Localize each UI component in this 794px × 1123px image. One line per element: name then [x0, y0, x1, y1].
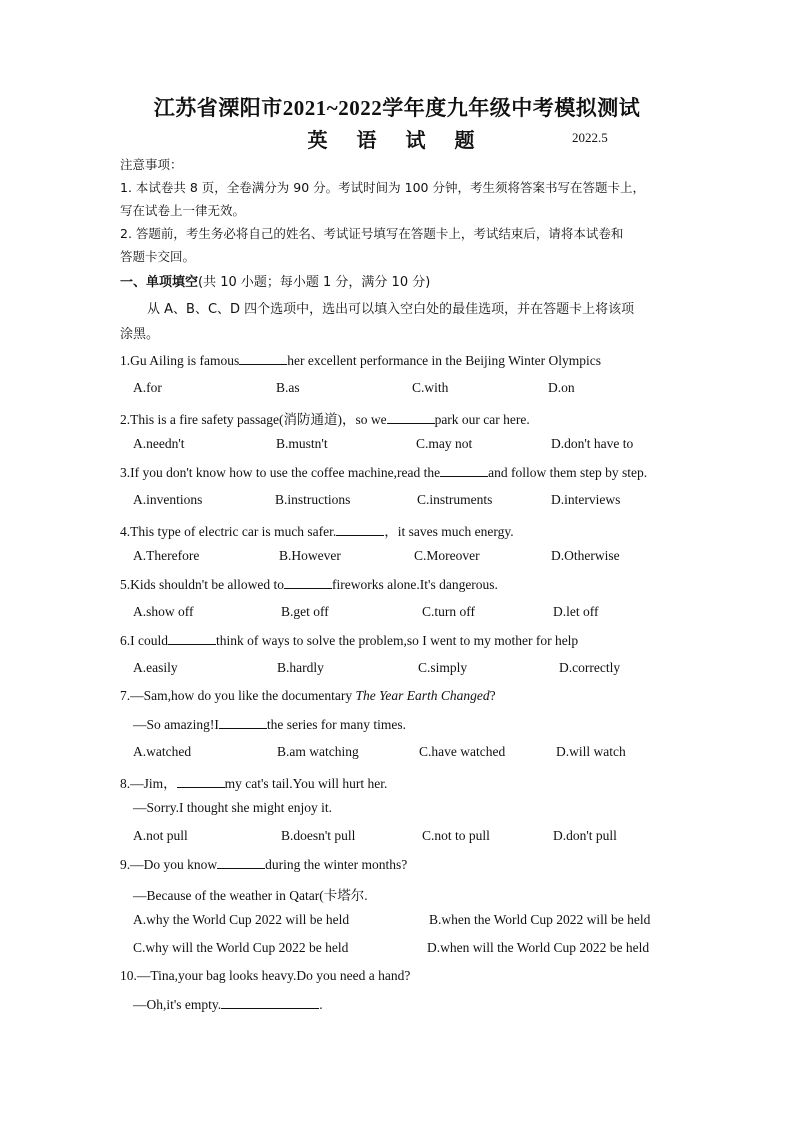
option-a: A.watched — [133, 744, 192, 759]
option-d: D.don't have to — [551, 436, 634, 451]
notes-line: 1. 本试卷共 8 页，全卷满分为 90 分。考试时间为 100 分钟，考生须将答案书写在答题卡上， — [120, 180, 645, 195]
option-d: D.when will the World Cup 2022 be held — [427, 940, 650, 955]
option-c: C.simply — [418, 660, 468, 675]
answer-blank — [221, 996, 319, 1009]
section-heading — [120, 271, 430, 290]
option-d: D.don't pull — [553, 828, 617, 843]
option-a: A.needn't — [133, 436, 185, 451]
answer-blank — [284, 576, 332, 589]
option-c: C.not to pull — [422, 828, 490, 843]
question-9: 9.—Do you know during the winter months? — [120, 857, 408, 872]
option-c: C.Moreover — [414, 548, 480, 563]
notes-heading: 注意事项： — [120, 157, 183, 172]
option-c: C.may not — [416, 436, 473, 451]
section-title: 一、单项填空 — [120, 275, 199, 290]
option-b: B.mustn't — [276, 436, 328, 451]
section-intro: 从 A、B、C、D 四个选项中，选出可以填入空白处的最佳选项，并在答题卡上将该项 — [147, 302, 635, 317]
question-7-reply: —So amazing!I the series for many times. — [133, 717, 406, 732]
question-6: 6.I could think of ways to solve the problem,so I went to my mother for help — [120, 633, 579, 648]
question-1: 1.Gu Ailing is famous her excellent performance in the Beijing Winter Olympics — [120, 353, 601, 368]
notes-line: 答题卡交回。 — [120, 249, 196, 264]
option-c: C.have watched — [419, 744, 506, 759]
question-2: 2.This is a fire safety passage(消防通道)，so we park our car here. — [120, 412, 530, 427]
question-4: 4.This type of electric car is much safer. ，it saves much energy. — [120, 524, 514, 539]
option-b: B.However — [279, 548, 341, 563]
option-d: D.Otherwise — [551, 548, 620, 563]
answer-blank — [336, 523, 384, 536]
option-d: D.on — [548, 380, 575, 395]
option-d: D.interviews — [551, 492, 621, 507]
option-a: A.inventions — [133, 492, 203, 507]
answer-blank — [219, 716, 267, 729]
option-b: B.instructions — [275, 492, 351, 507]
question-7: 7.—Sam,how do you like the documentary The Year Earth Changed? — [120, 688, 496, 703]
option-a: A.show off — [133, 604, 194, 619]
option-a: A.easily — [133, 660, 178, 675]
question-5: 5.Kids shouldn't be allowed to fireworks alone.It's dangerous. — [120, 577, 498, 592]
option-a: A.for — [133, 380, 162, 395]
question-10-reply: —Oh,it's empty. . — [133, 997, 323, 1012]
option-b: B.hardly — [277, 660, 324, 675]
option-c: C.turn off — [422, 604, 475, 619]
option-c: C.with — [412, 380, 449, 395]
question-10: 10.—Tina,your bag looks heavy.Do you need a hand? — [120, 968, 411, 983]
exam-subtitle: 英 语 试 题 — [307, 130, 487, 152]
answer-blank — [168, 632, 216, 645]
answer-blank — [239, 352, 287, 365]
question-8: 8.—Jim， my cat's tail.You will hurt her. — [120, 776, 388, 791]
option-d: D.let off — [553, 604, 599, 619]
option-d: D.correctly — [559, 660, 621, 675]
answer-blank — [440, 464, 488, 477]
answer-blank — [177, 775, 225, 788]
option-c: C.why will the World Cup 2022 be held — [133, 940, 349, 955]
option-b: B.get off — [281, 604, 329, 619]
question-9-reply: —Because of the weather in Qatar(卡塔尔. — [133, 888, 368, 903]
answer-blank — [387, 411, 435, 424]
exam-title: 江苏省溧阳市2021~2022学年度九年级中考模拟测试 — [153, 96, 641, 120]
question-3: 3.If you don't know how to use the coffee machine,read the and follow them step by step. — [120, 465, 648, 480]
notes-line: 2. 答题前，考生务必将自己的姓名、考试证号填写在答题卡上，考试结束后，请将本试卷和 — [120, 226, 624, 241]
exam-date: 2022.5 — [572, 130, 608, 145]
answer-blank — [217, 856, 265, 869]
option-a: A.not pull — [133, 828, 188, 843]
option-b: B.am watching — [277, 744, 359, 759]
option-a: A.Therefore — [133, 548, 200, 563]
option-d: D.will watch — [556, 744, 626, 759]
option-a: A.why the World Cup 2022 will be held — [133, 912, 350, 927]
option-b: B.as — [276, 380, 300, 395]
option-b: B.doesn't pull — [281, 828, 356, 843]
option-c: C.instruments — [417, 492, 493, 507]
question-8-reply: —Sorry.I thought she might enjoy it. — [133, 800, 332, 815]
option-b: B.when the World Cup 2022 will be held — [429, 912, 651, 927]
documentary-title: The Year Earth Changed — [355, 688, 490, 703]
section-intro: 涂黑。 — [120, 327, 160, 342]
notes-line: 写在试卷上一律无效。 — [120, 203, 246, 218]
section-detail: (共 10 小题；每小题 1 分，满分 10 分) — [198, 275, 431, 290]
